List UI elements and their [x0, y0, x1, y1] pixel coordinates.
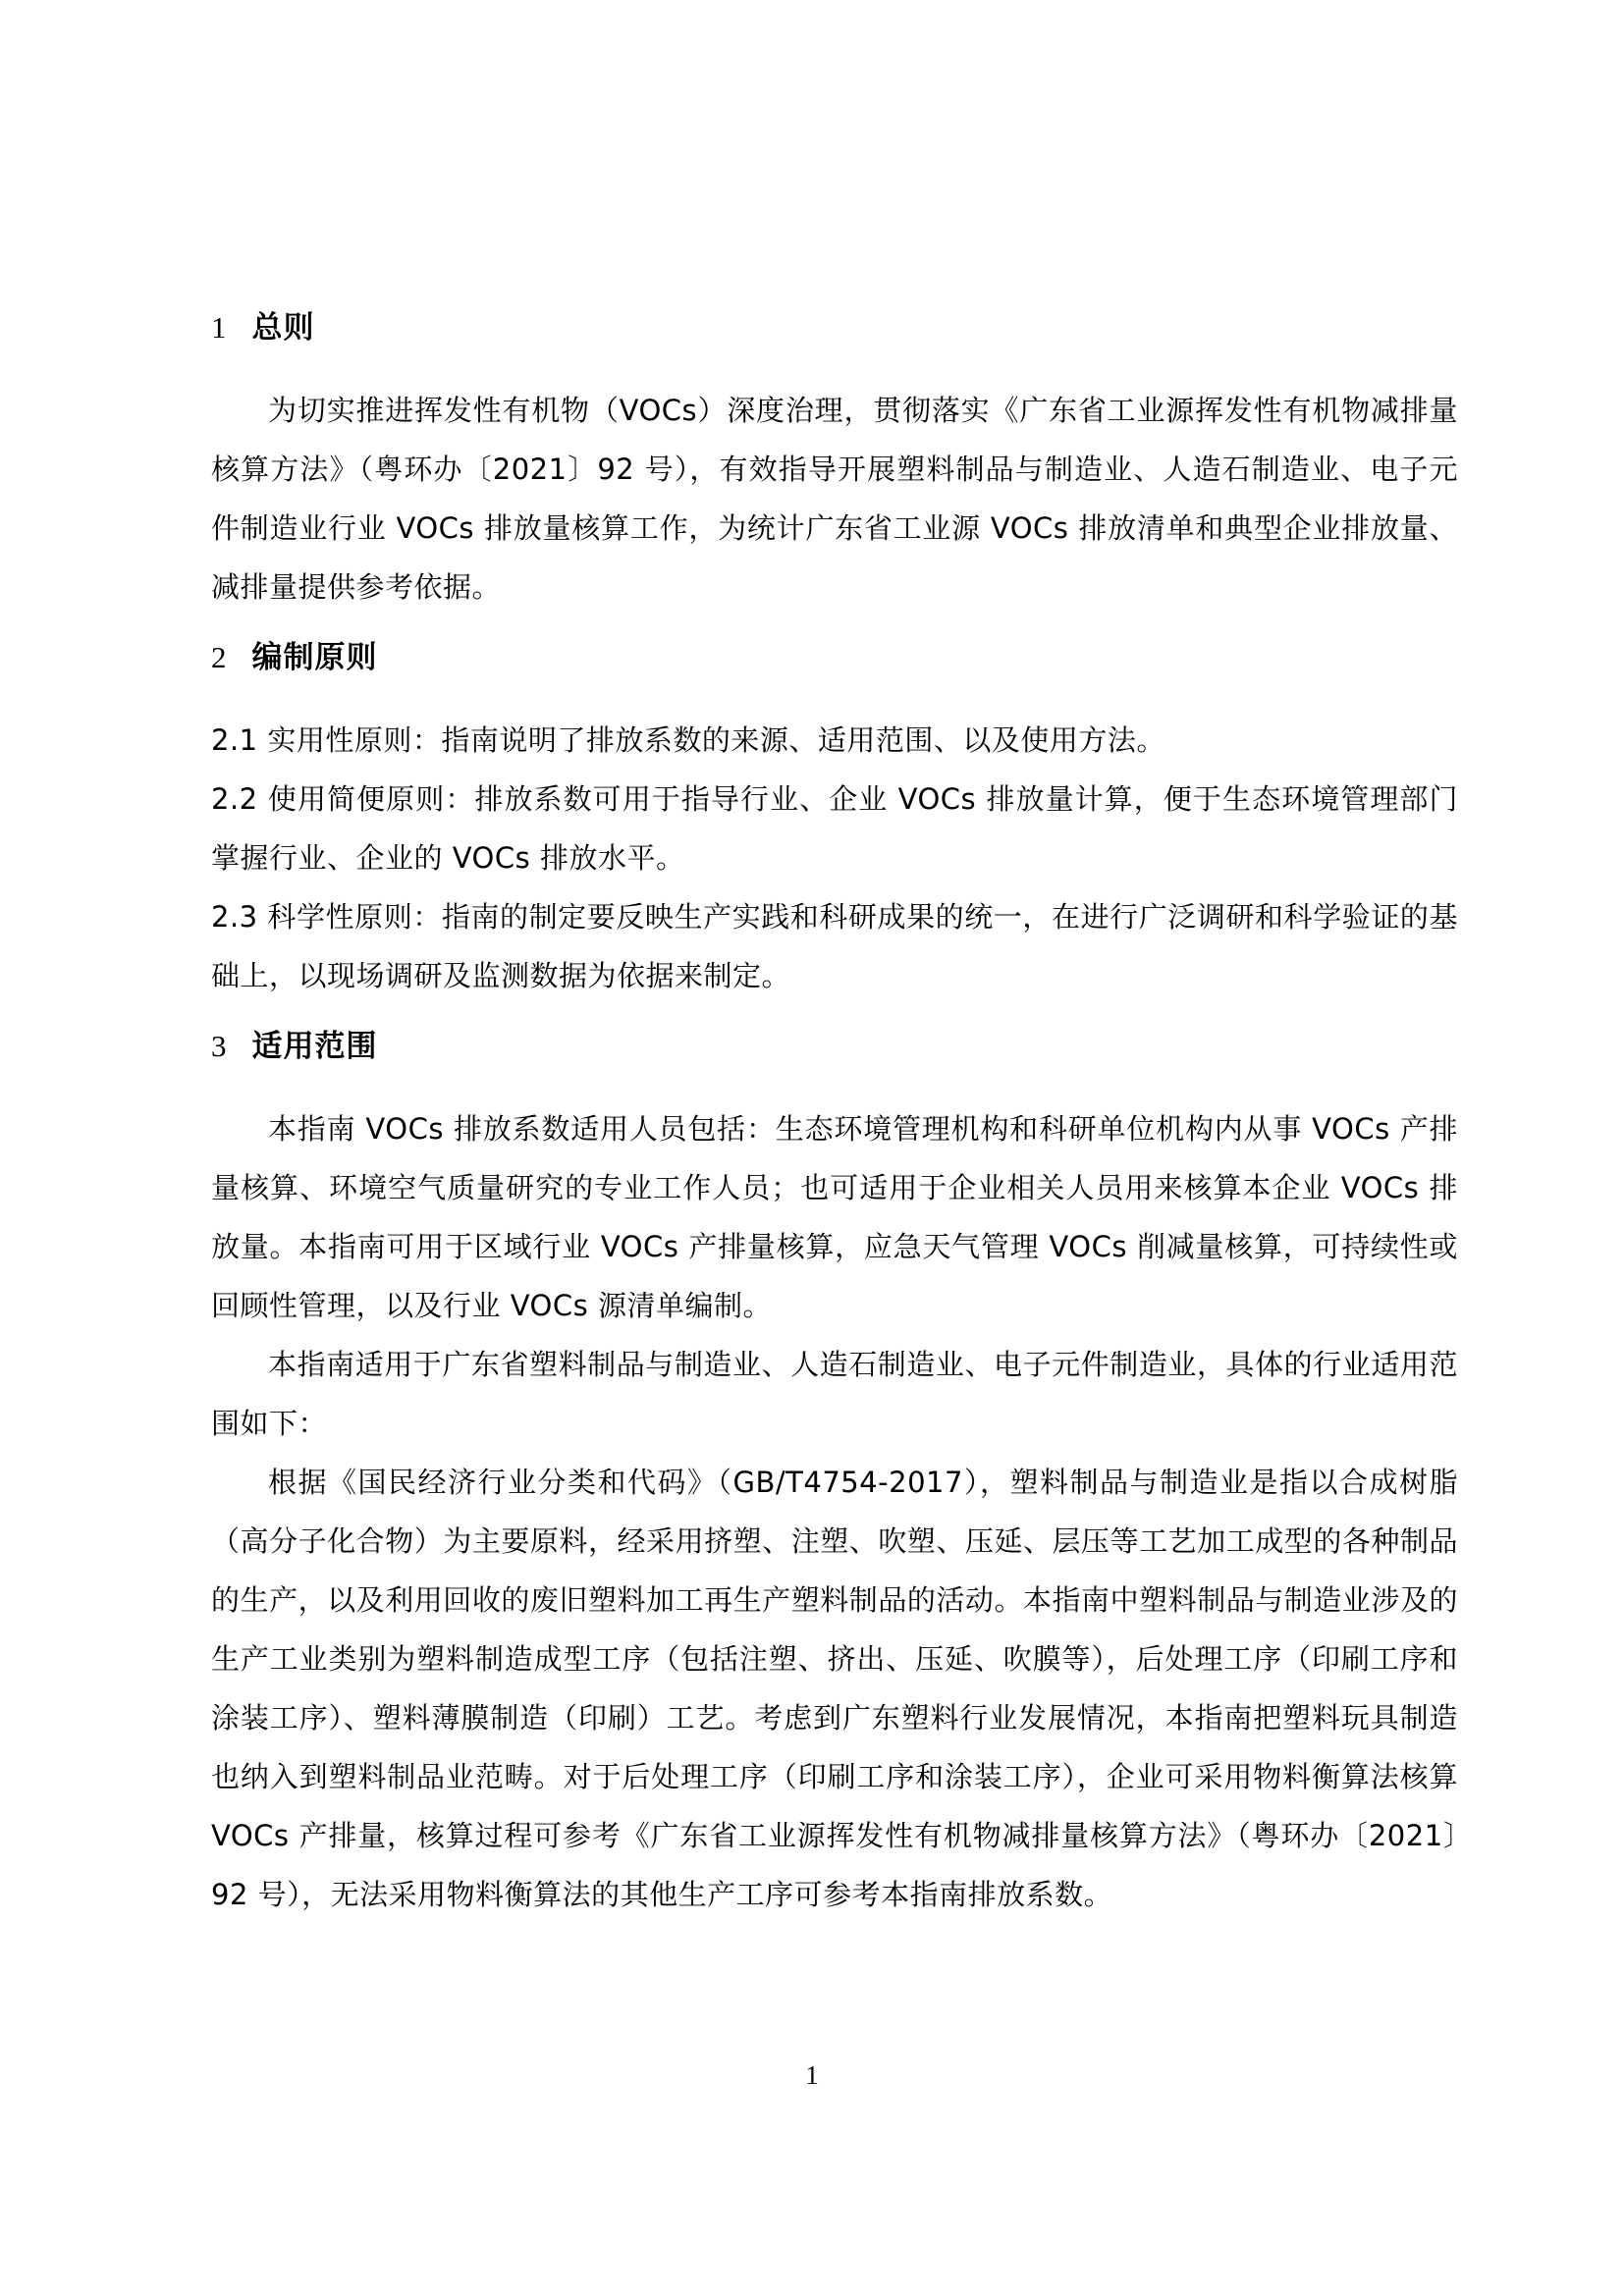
section-1-heading	[211, 298, 1458, 357]
document-content	[211, 287, 1458, 1924]
section-3-heading	[211, 1017, 1458, 1076]
section-2-title: 编制原则	[251, 640, 378, 675]
section-1-number: 1	[211, 310, 227, 345]
section-3-title: 适用范围	[251, 1029, 378, 1064]
section-compilation-principles	[211, 628, 1458, 1005]
section-3-number: 3	[211, 1029, 227, 1063]
paragraph: 2.1 实用性原则：指南说明了排放系数的来源、适用范围、以及使用方法。	[211, 723, 1165, 757]
section-2-number: 2	[211, 640, 227, 674]
paragraph: 为切实推进挥发性有机物（VOCs）深度治理，贯彻落实《广东省工业源挥发性有机物减排量核算方法》（粤环办〔2021〕92 号），有效指导开展塑料制品与制造业、人造石制造业、电子元件制造业行业 VOCs 排放量核算工作，为统计广东省工业源 VOCs 排放清单和典型企业排放量、减排量提供参考依据。	[211, 394, 1458, 604]
section-2-heading	[211, 628, 1458, 687]
section-1-title: 总则	[251, 310, 315, 346]
section-scope-of-application	[211, 1017, 1458, 1924]
section-general-provisions	[211, 298, 1458, 616]
paragraph: 2.3 科学性原则：指南的制定要反映生产实践和科研成果的统一，在进行广泛调研和科学验证的基础上，以现场调研及监测数据为依据来制定。	[211, 900, 1458, 992]
paragraph: 根据《国民经济行业分类和代码》（GB/T4754-2017），塑料制品与制造业是指以合成树脂（高分子化合物）为主要原料，经采用挤塑、注塑、吹塑、压延、层压等工艺加工成型的各种制品的生产，以及利用回收的废旧塑料加工再生产塑料制品的活动。本指南中塑料制品与制造业涉及的生产工业类别为塑料制造成型工序（包括注塑、挤出、压延、吹膜等），后处理工序（印刷工序和涂装工序）、塑料薄膜制造（印刷）工艺。考虑到广东塑料行业发展情况，本指南把塑料玩具制造也纳入到塑料制品业范畴。对于后处理工序（印刷工序和涂装工序），企业可采用物料衡算法核算 VOCs 产排量，核算过程可参考《广东省工业源挥发性有机物减排量核算方法》（粤环办〔2021〕92 号），无法采用物料衡算法的其他生产工序可参考本指南排放系数。	[211, 1466, 1458, 1911]
page-number: 1	[805, 2060, 819, 2090]
paragraph: 本指南适用于广东省塑料制品与制造业、人造石制造业、电子元件制造业，具体的行业适用范围如下：	[211, 1348, 1458, 1440]
paragraph: 2.2 使用简便原则：排放系数可用于指导行业、企业 VOCs 排放量计算，便于生态环境管理部门掌握行业、企业的 VOCs 排放水平。	[211, 782, 1458, 875]
paragraph: 本指南 VOCs 排放系数适用人员包括：生态环境管理机构和科研单位机构内从事 VOCs 产排量核算、环境空气质量研究的专业工作人员；也可适用于企业相关人员用来核算本企业 VOCs 排放量。本指南可用于区域行业 VOCs 产排量核算，应急天气管理 VOCs 削减量核算，可持续性或回顾性管理，以及行业 VOCs 源清单编制。	[211, 1112, 1458, 1322]
